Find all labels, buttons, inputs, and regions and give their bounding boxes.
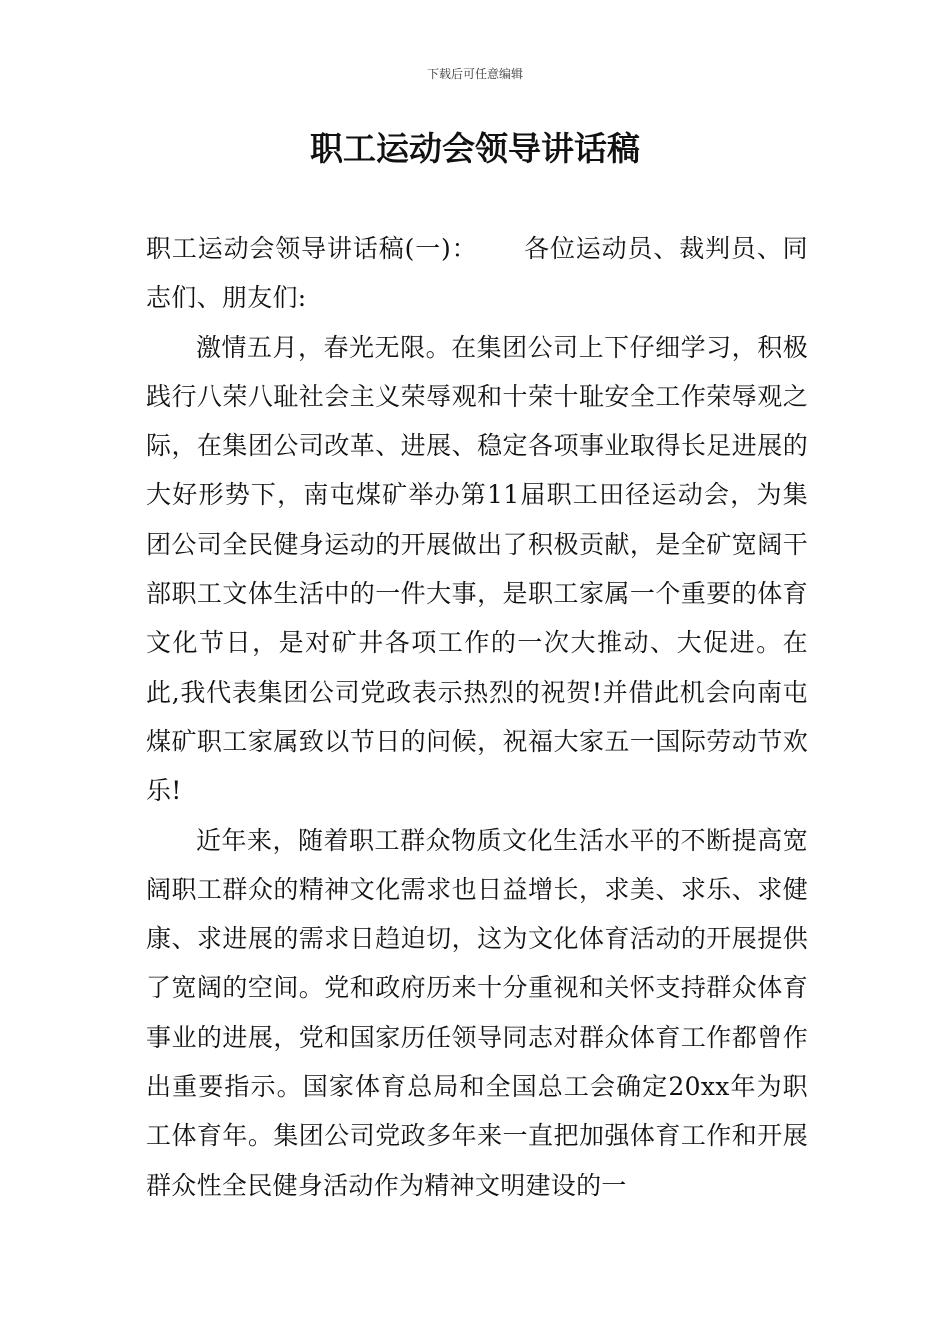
opening-paragraph [146,224,808,323]
opening-heading: 职工运动会领导讲话稿(一)： [146,234,478,263]
document-title: 职工运动会领导讲话稿 [310,129,640,168]
body-paragraph-1: 激情五月，春光无限。在集团公司上下仔细学习，积极践行八荣八耻社会主义荣辱观和十荣十耻安全工作荣辱观之际，在集团公司改革、进展、稳定各项事业取得长足进展的大好形势下，南屯煤矿举办第11届职工田径运动会，为集团公司全民健身运动的开展做出了积极贡献，是全矿宽阔干部职工文体生活中的一件大事，是职工家属一个重要的体育文化节日，是对矿井各项工作的一次大推动、大促进。在此,我代表集团公司党政表示热烈的祝贺!并借此机会向南屯煤矿职工家属致以节日的问候，祝福大家五一国际劳动节欢乐! [146,332,808,806]
opening-salutation: 各位运动员、裁判员、同志们、朋友们: [146,234,808,313]
body-paragraph-2: 近年来，随着职工群众物质文化生活水平的不断提高宽阔职工群众的精神文化需求也日益增长，求美、求乐、求健康、求进展的需求日趋迫切，这为文化体育活动的开展提供了宽阔的空间。党和政府历来十分重视和关怀支持群众体育事业的进展，党和国家历任领导同志对群众体育工作都曾作出重要指示。国家体育总局和全国总工会确定20xx年为职工体育年。集团公司党政多年来一直把加强体育工作和开展群众性全民健身活动作为精神文明建设的一 [146,825,808,1200]
header-note: 下载后可任意编辑 [426,67,523,81]
document-body [146,224,808,1210]
